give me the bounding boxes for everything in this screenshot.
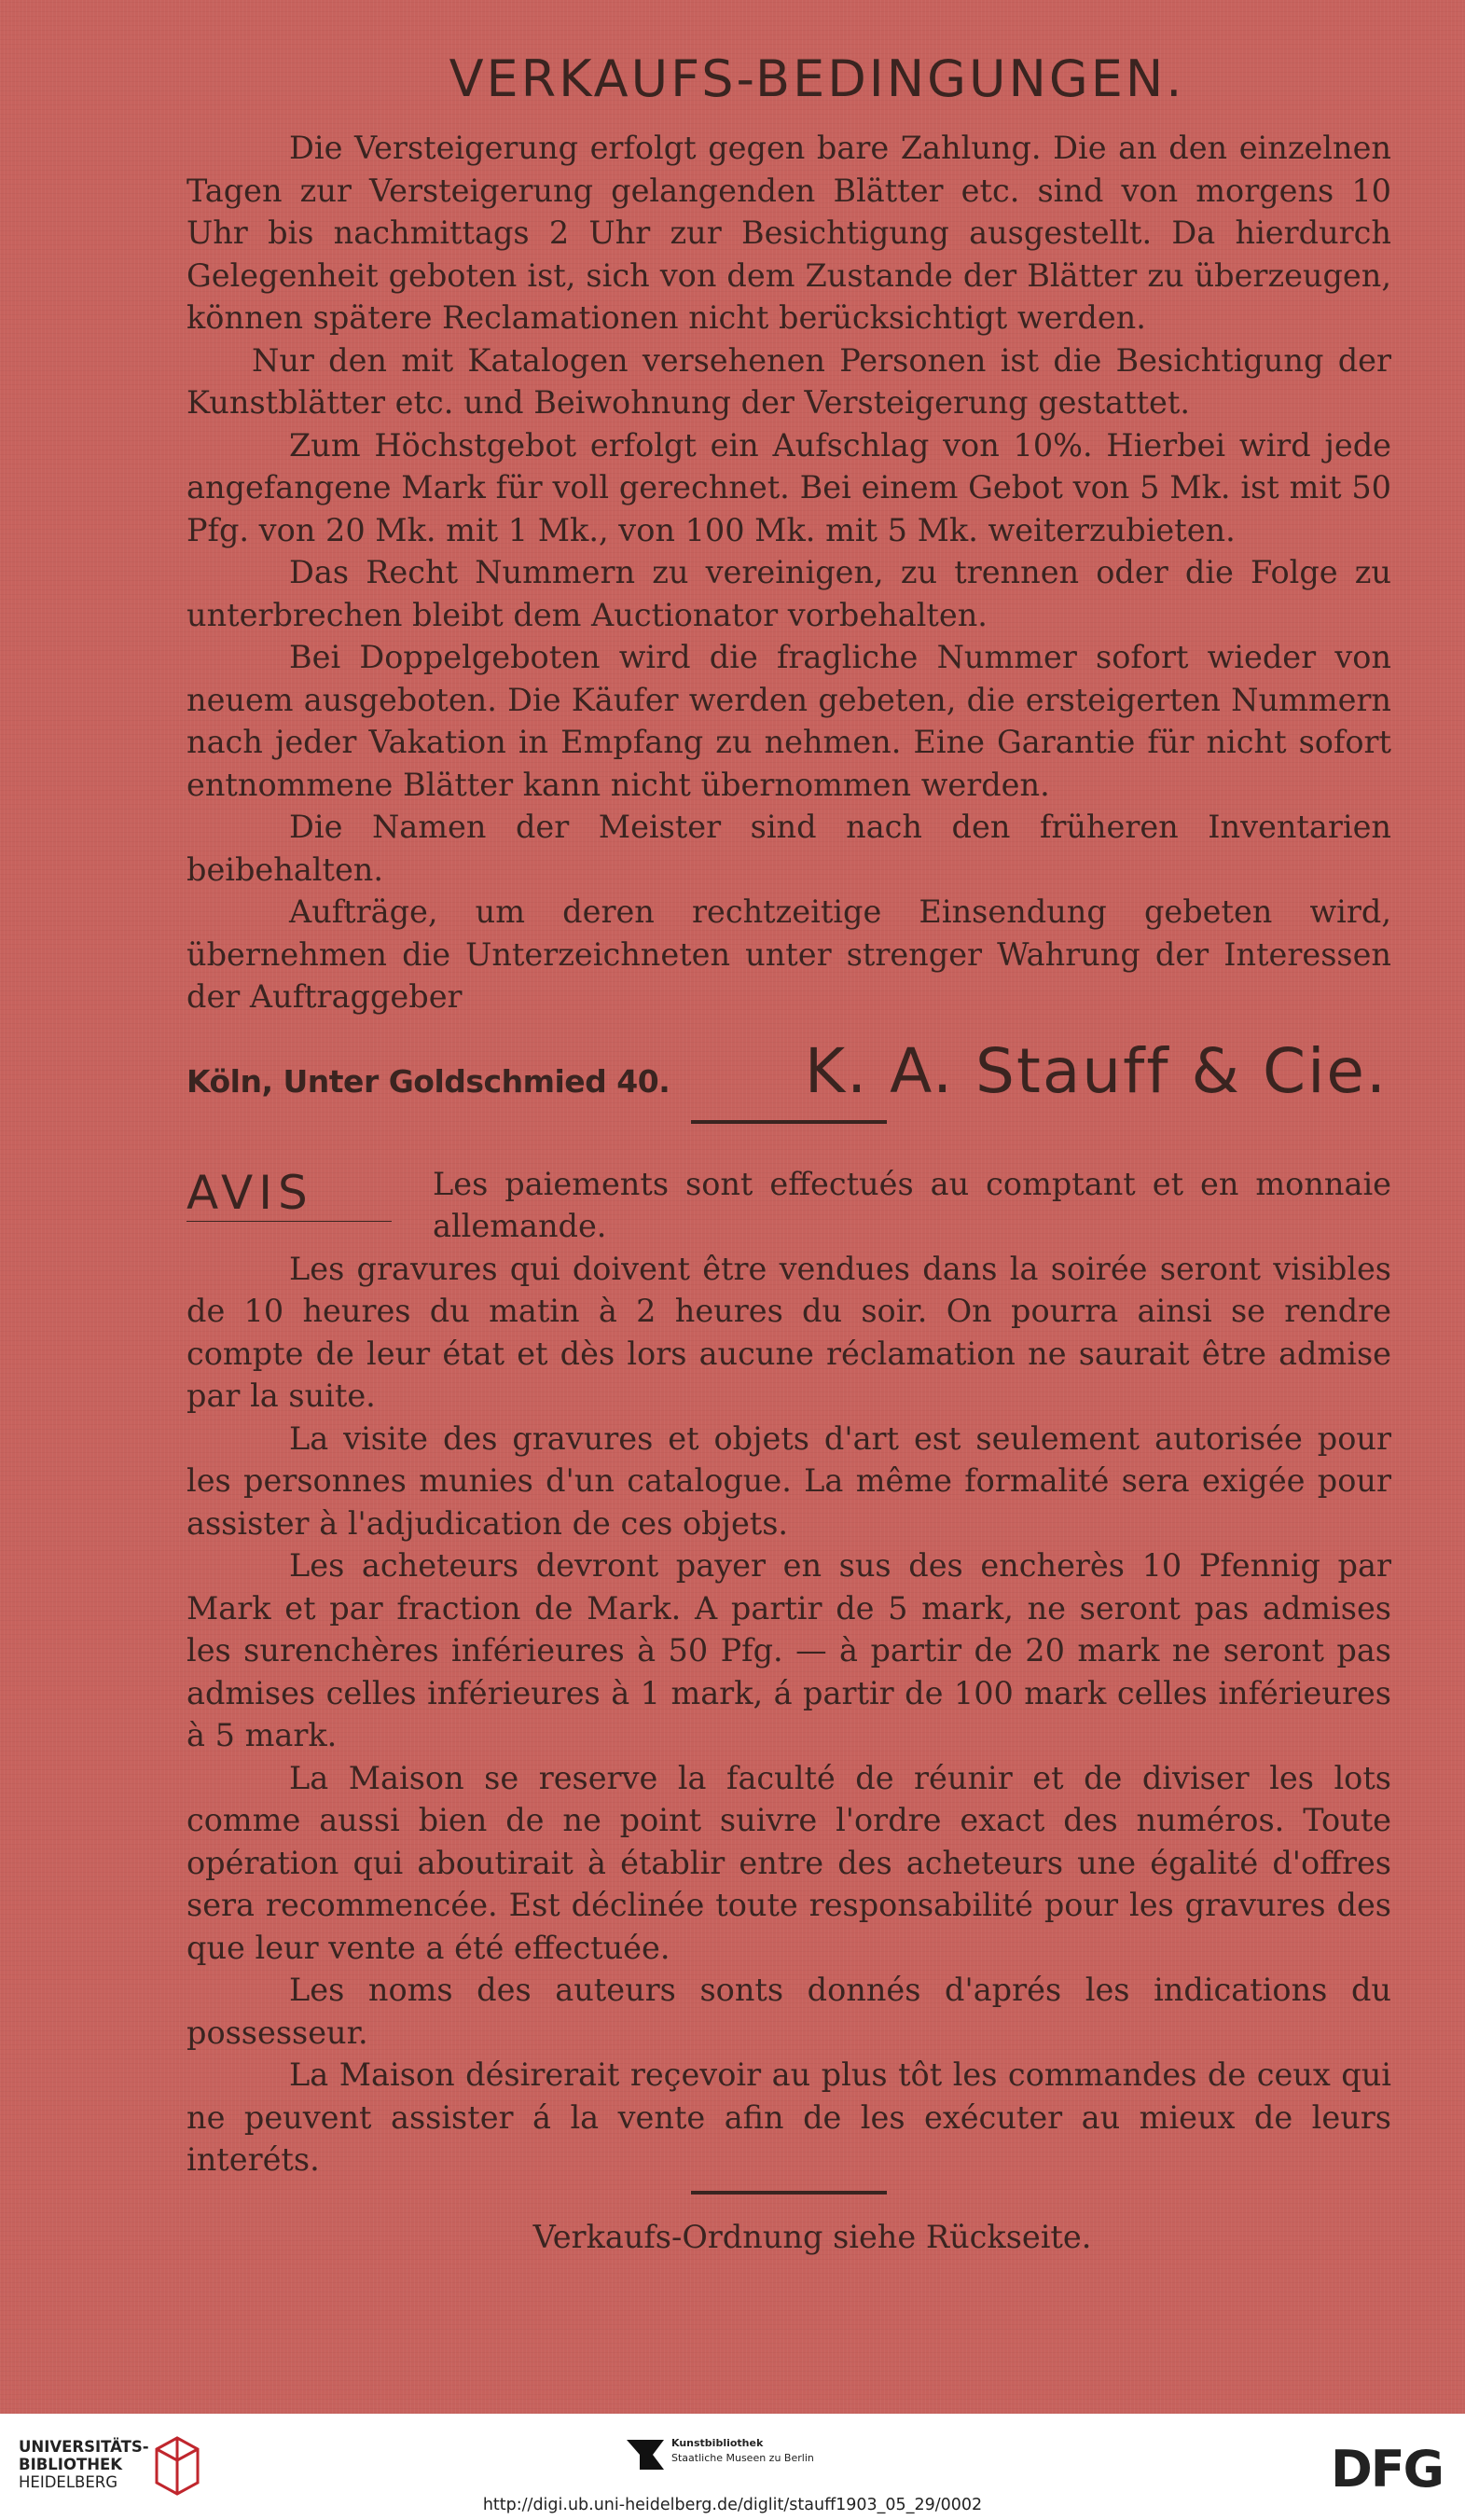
paragraph-de-7: Aufträge, um deren rechtzeitige Einsendung gebeten wird, übernehmen die Unterzeichneten unter strenger Wahrung der Interessen der Auftraggeber <box>187 893 1391 1015</box>
footer-divider <box>691 2191 887 2195</box>
document-content <box>187 41 1391 2255</box>
paragraph-fr-1: Les gravures qui doivent être vendues dans la soirée seront visibles de 10 heures du matin à 2 heures du soir. On pourra ainsi se rendre compte de leur état et dès lors aucune réclamation ne saurait être admise par la suite. <box>187 1250 1391 1414</box>
avis-intro: Les paiements sont effectués au comptant et en monnaie allemande. <box>433 1165 1391 1244</box>
signature-row <box>187 1035 1391 1107</box>
paragraph-de-3: Zum Höchstgebot erfolgt ein Aufschlag von 10%. Hierbei wird jede angefangene Mark für voll gerechnet. Bei einem Gebot von 5 Mk. ist mit 50 Pfg. von 20 Mk. mit 1 Mk., von 100 Mk. mit 5 Mk. weiterzubieten. <box>187 426 1391 548</box>
paragraph-de-5: Bei Doppelgeboten wird die fragliche Nummer sofort wieder von neuem ausgeboten. Die Käufer werden gebeten, die ersteigerten Nummern nach jeder Vakation in Empfang zu nehmen. Eine Garantie für nicht sofort entnommene Blätter kann nicht übernommen werden. <box>187 639 1391 803</box>
paragraph-de-2: Nur den mit Katalogen versehenen Personen ist die Besichtigung der Kunstblätter etc. und Beiwohnung der Versteigerung gestattet. <box>187 341 1391 421</box>
paragraph-fr-3: Les acheteurs devront payer en sus des encherès 10 Pfennig par Mark et par fraction de Mark. A partir de 5 mark, ne seront pas admises les surenchères inférieures à 50 Pfg. — à partir de 20 mark ne seront pas admises celles inférieures à 1 mark, á partir de 100 mark celles inférieures à 5 mark. <box>187 1547 1391 1753</box>
library-logo-line-2: BIBLIOTHEK <box>19 2456 123 2473</box>
paragraph-de-4: Das Recht Nummern zu vereinigen, zu trennen oder die Folge zu unterbrechen bleibt dem Auctionator vorbehalten. <box>187 554 1391 633</box>
paragraph-fr-6: La Maison désirerait reçevoir au plus tôt les commandes de ceux qui ne peuvent assister á la vente afin de les exécuter au mieux de leurs interéts. <box>187 2056 1391 2178</box>
permalink-url[interactable]: http://digi.ub.uni-heidelberg.de/diglit/stauff1903_05_29/0002 <box>482 2496 983 2514</box>
library-logo-line-1: UNIVERSITÄTS- <box>19 2438 149 2456</box>
library-mark-icon <box>149 2432 205 2499</box>
dfg-logo[interactable]: DFG <box>1330 2440 1443 2499</box>
signature-address: Köln, Unter Goldschmied 40. <box>187 1062 670 1100</box>
university-library-logo[interactable] <box>19 2438 149 2491</box>
paragraph-fr-2: La visite des gravures et objets d'art est seulement autorisée pour les personnes munies d'un catalogue. La même formalité sera exigée pour assister à l'adjudication de ces objets. <box>187 1419 1391 1542</box>
signature-firm: K. A. Stauff & Cie. <box>804 1034 1388 1107</box>
library-logo-line-3: HEIDELBERG <box>19 2473 118 2491</box>
section-divider <box>691 1120 887 1124</box>
kb-line-1: Kunstbibliothek <box>671 2437 764 2449</box>
footer-note: Verkaufs-Ordnung siehe Rückseite. <box>532 2218 1092 2255</box>
kb-line-2: Staatliche Museen zu Berlin <box>671 2452 814 2464</box>
paragraph-de-1: Die Versteigerung erfolgt gegen bare Zahlung. Die an den einzelnen Tagen zur Versteigerung gelangenden Blätter etc. sind von morgens 10 Uhr bis nachmittags 2 Uhr zur Besichtigung ausgestellt. Da hierdurch Gelegenheit geboten ist, sich von dem Zustande der Blätter zu überzeugen, können spätere Reclamationen nicht berücksichtigt werden. <box>187 130 1391 336</box>
avis-block <box>187 1163 1391 1248</box>
paragraph-fr-4: La Maison se reserve la faculté de réunir et de diviser les lots comme aussi bien de ne point suivre l'ordre exact des numéros. Toute opération qui aboutirait à établir entre des acheteurs une égalité d'offres sera recommencée. Est déclinée toute responsabilité pour les gravures des que leur vente a été effectuée. <box>187 1759 1391 1966</box>
avis-heading: AVIS <box>187 1163 392 1222</box>
page-title: VERKAUFS-BEDINGUNGEN. <box>449 49 1185 108</box>
paragraph-de-6: Die Namen der Meister sind nach den früheren Inventarien beibehalten. <box>187 809 1391 888</box>
kunstbibliothek-logo-icon <box>625 2434 666 2475</box>
kunstbibliothek-label <box>671 2436 814 2466</box>
paragraph-fr-5: Les noms des auteurs sonts donnés d'aprés les indications du possesseur. <box>187 1972 1391 2051</box>
